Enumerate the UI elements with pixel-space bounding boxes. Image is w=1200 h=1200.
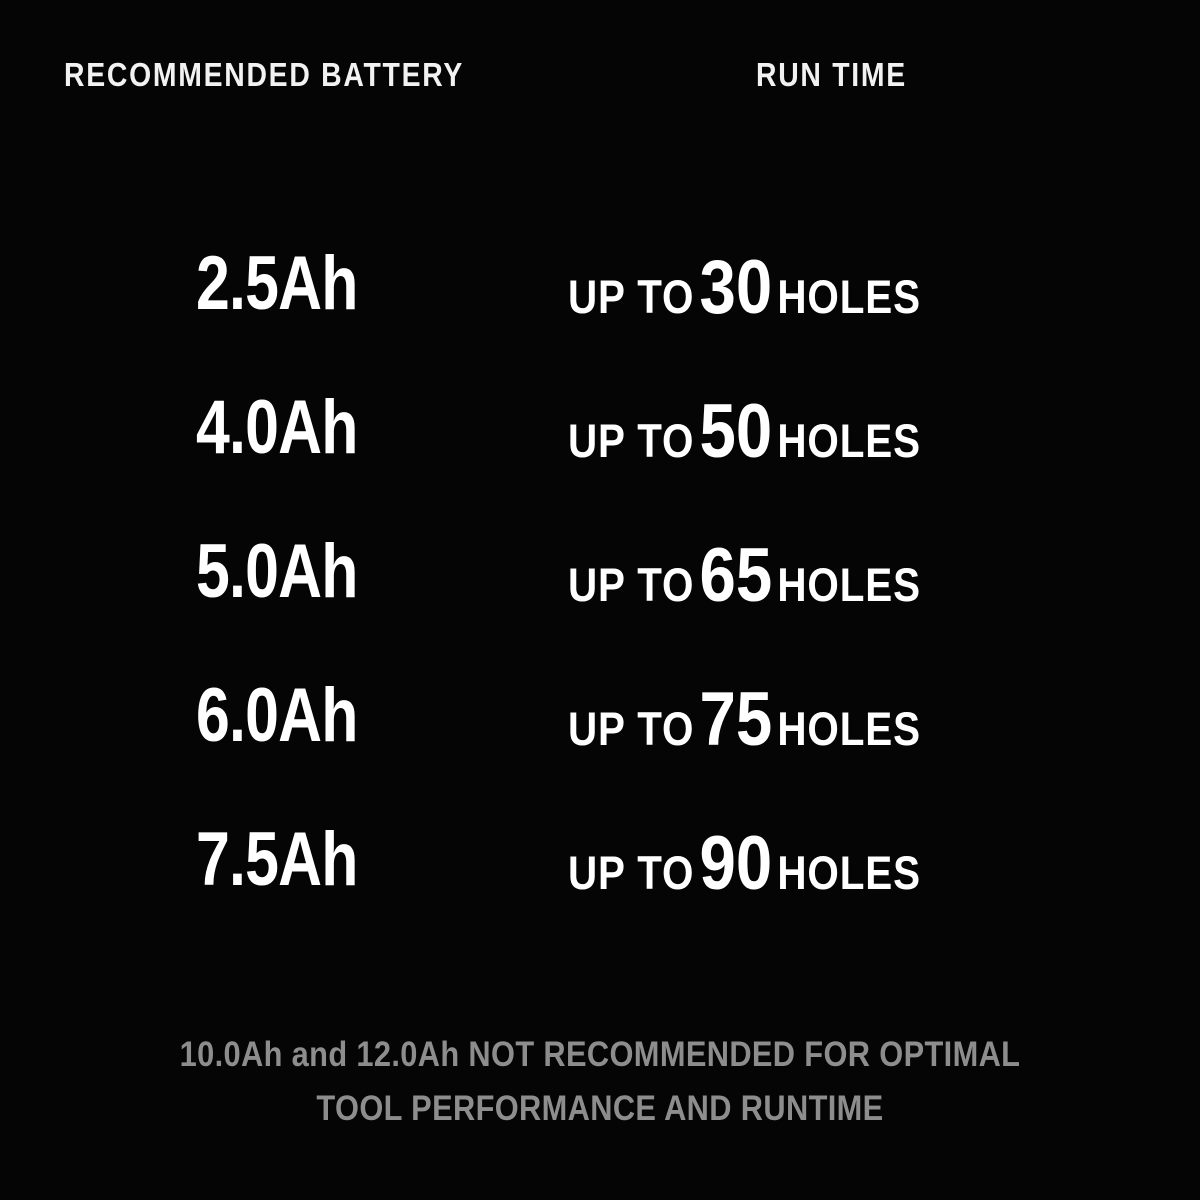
- battery-capacity: 4.0Ah: [196, 385, 358, 470]
- run-time-prefix: UP TO: [568, 846, 695, 899]
- column-header-recommended-battery: RECOMMENDED BATTERY: [64, 56, 465, 93]
- run-time-value: [568, 530, 921, 643]
- run-time-value: [568, 242, 921, 355]
- table-row: [0, 236, 1200, 380]
- run-time-value: [568, 674, 921, 787]
- run-time-value: [568, 386, 921, 499]
- run-time-unit: HOLES: [777, 558, 921, 611]
- footnote: [0, 1028, 1200, 1136]
- run-time-count: 75: [699, 677, 773, 762]
- run-time-count: 65: [699, 533, 773, 618]
- battery-capacity: 5.0Ah: [196, 529, 358, 614]
- run-time-unit: HOLES: [777, 414, 921, 467]
- footnote-line-1: 10.0Ah and 12.0Ah NOT RECOMMENDED FOR OPTIMAL: [179, 1035, 1021, 1074]
- run-time-count: 50: [699, 389, 773, 474]
- run-time-value: [568, 818, 921, 931]
- run-time-prefix: UP TO: [568, 270, 695, 323]
- run-time-unit: HOLES: [777, 270, 921, 323]
- table-row: [0, 812, 1200, 956]
- column-header-run-time: RUN TIME: [756, 56, 907, 93]
- run-time-prefix: UP TO: [568, 702, 695, 755]
- table-row: [0, 380, 1200, 524]
- battery-capacity: 7.5Ah: [196, 817, 358, 902]
- run-time-prefix: UP TO: [568, 414, 695, 467]
- run-time-unit: HOLES: [777, 702, 921, 755]
- run-time-prefix: UP TO: [568, 558, 695, 611]
- table-row: [0, 668, 1200, 812]
- run-time-count: 90: [699, 821, 773, 906]
- footnote-line-2: TOOL PERFORMANCE AND RUNTIME: [316, 1089, 884, 1128]
- table-header: [0, 56, 1200, 116]
- run-time-unit: HOLES: [777, 846, 921, 899]
- battery-capacity: 2.5Ah: [196, 241, 358, 326]
- run-time-count: 30: [699, 245, 773, 330]
- battery-capacity: 6.0Ah: [196, 673, 358, 758]
- table-body: [0, 236, 1200, 956]
- table-row: [0, 524, 1200, 668]
